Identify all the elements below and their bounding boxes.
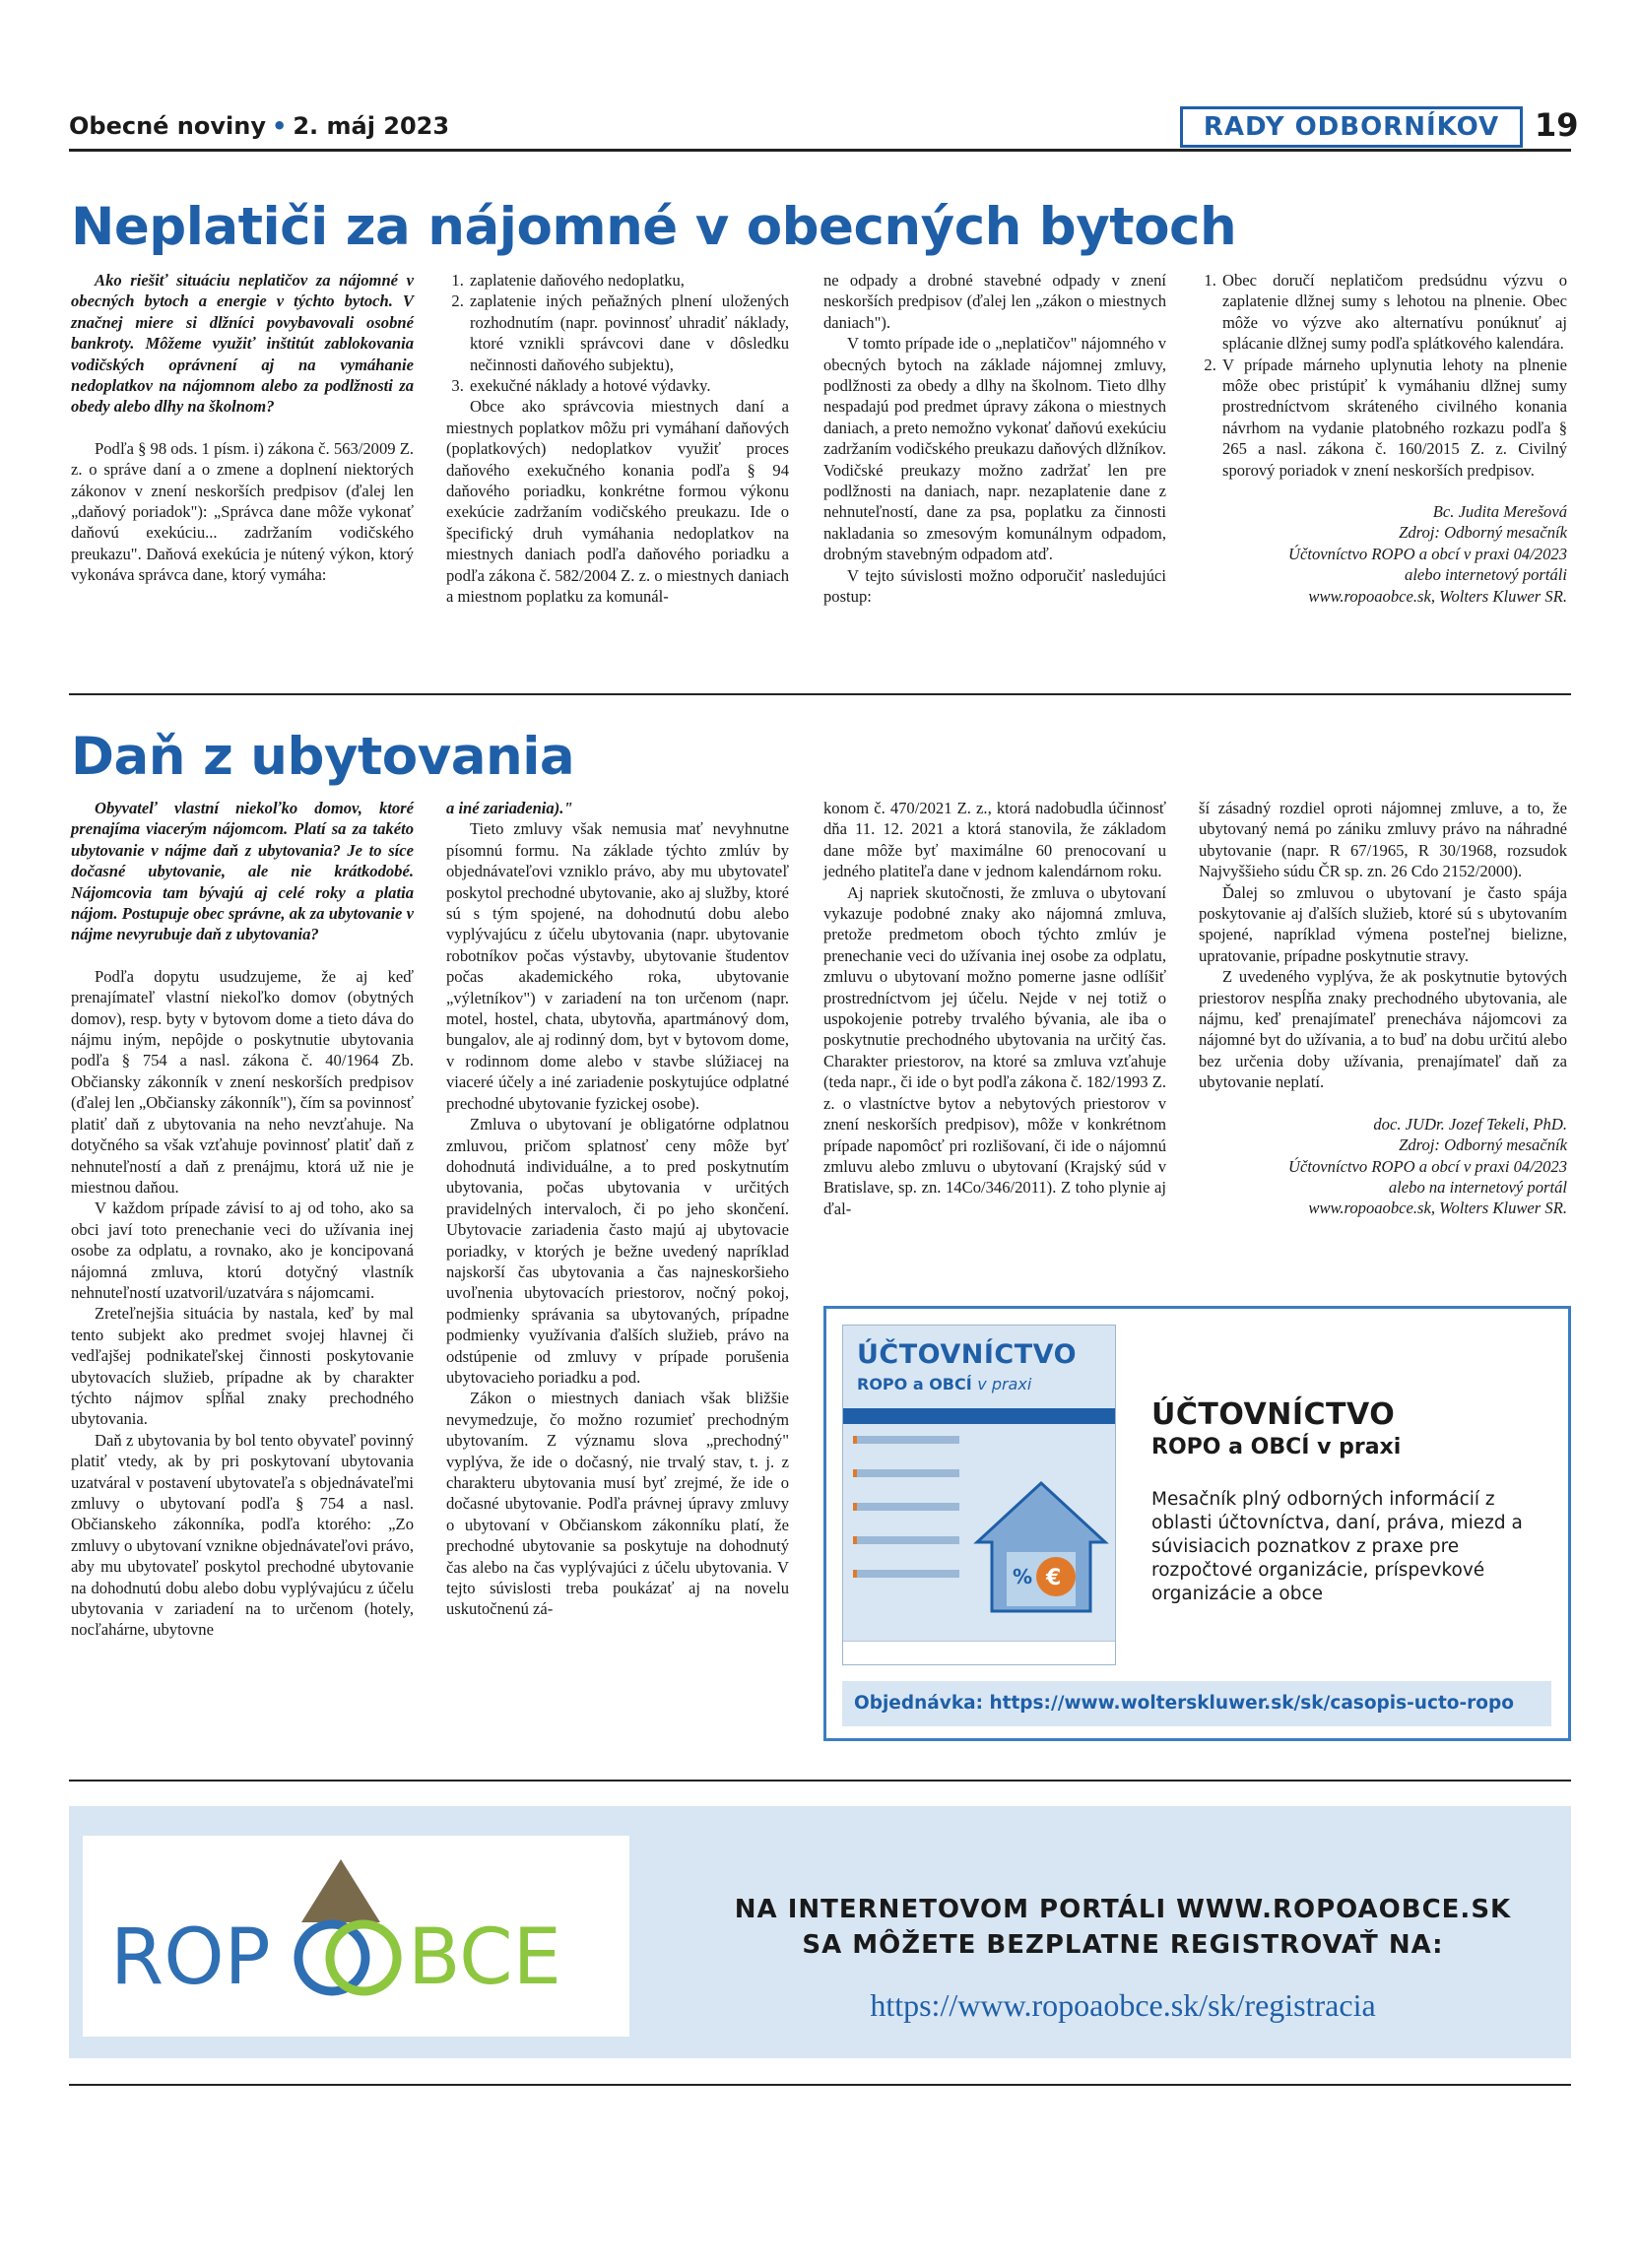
publication-name: Obecné noviny bbox=[69, 112, 266, 140]
source-line: www.ropoaobce.sk, Wolters Kluwer SR. bbox=[1308, 586, 1567, 606]
source-line: Zdroj: Odborný mesačník bbox=[1399, 523, 1567, 543]
list-item: 3. exekučné náklady a hotové výdavky. bbox=[468, 375, 789, 396]
divider bbox=[69, 1780, 1571, 1782]
source-line: Účtovníctvo ROPO a obcí v praxi 04/2023 bbox=[1288, 544, 1567, 563]
article1-paragraph: V tejto súvislosti možno odporučiť nasledujúci postup: bbox=[823, 565, 1166, 607]
publication-date: 2. máj 2023 bbox=[293, 112, 450, 140]
article2-column-2 bbox=[446, 798, 789, 1620]
article1-paragraph: Podľa § 98 ods. 1 písm. i) zákona č. 563/2009 Z. z. o správe daní a o zmene a doplnení niektorých zákonov v znení neskorších predpisov (ďalej len „daňový poriadok"): „Správca dane môže vykonať daňovú exekúciu... zadržaním vodičského preukazu". Daňová exekúcia je nútený výkon, ktorý vykonáva správca dane, ktorý vymáha: bbox=[71, 438, 414, 585]
source-line: alebo internetový portáli bbox=[1405, 565, 1567, 585]
article1-column-3 bbox=[823, 270, 1166, 608]
page-header bbox=[69, 106, 1579, 152]
page-number: 19 bbox=[1535, 106, 1579, 144]
banner-line-1: NA INTERNETOVOM PORTÁLI WWW.ROPOAOBCE.SK bbox=[734, 1895, 1512, 1924]
article1-paragraph: Obce ako správcovia miestnych daní a miestnych poplatkov môžu pri vymáhaní daňových (poplatkových) nedoplatkov využiť proces daňového exekučného konania podľa § 94 daňového poriadku, konkrétne formou výkonu exekúcie zadržaním vodičského preukazu. Ide o špecifický druh vymáhania nedoplatkov na miestnych daniach podľa daňového poriadku a podľa zákona č. 582/2004 Z. z. o miestnych daniach a miestnom poplatku za komunál- bbox=[446, 397, 789, 607]
divider bbox=[69, 693, 1571, 695]
cover-title: ÚČTOVNÍCTVO bbox=[857, 1339, 1078, 1370]
article1-title: Neplatiči za nájomné v obecných bytoch bbox=[71, 197, 1237, 257]
magazine-advert[interactable] bbox=[823, 1306, 1571, 1741]
divider bbox=[69, 2084, 1571, 2086]
cover-contents-list bbox=[853, 1436, 959, 1603]
article2-paragraph: Zmluva o ubytovaní je obligatórne odplatnou zmluvou, pričom splatnosť ceny môže byť dohodnutá individuálne, a to pred poskytnutím ubytovania, počas ubytovania v určitých pravidelných intervaloch, či po jeho skončení. Ubytovacie zariadenia často majú aj ubytovacie poriadky, v ktorých je bežne uvedený napríklad najskorší čas ubytovania a čas najneskoršieho uvoľnenia ubytovacích priestorov, nočný pokoj, podmienky správania sa ubytovaných, prípadne podmienky využívania ďalších služieb, právo na odstúpenie od zmluvy v prípade porušenia ubytovacieho poriadku a pod. bbox=[446, 1115, 789, 1387]
source-line: alebo na internetový portál bbox=[1388, 1177, 1567, 1197]
svg-text:%: % bbox=[1013, 1565, 1033, 1588]
source-line: www.ropoaobce.sk, Wolters Kluwer SR. bbox=[1308, 1199, 1567, 1218]
logo-text-bce: BCE bbox=[408, 1913, 561, 2002]
article2-paragraph: ší zásadný rozdiel oproti nájomnej zmluve, a to, že ubytovaný nemá po zániku zmluvy právo na náhradné ubytovanie (napr. R 67/1965, R 30/1968, rozsudok Najvyššieho súdu ČR sp. zn. 26 Cdo 2152/2000). bbox=[1199, 799, 1567, 881]
article2-paragraph: Aj napriek skutočnosti, že zmluva o ubytovaní vykazuje podobné znaky ako nájomná zmluva, pretože predmetom oboch týchto zmlúv je prenechanie veci do užívania inej osobe za odplatu, zmluvu o ubytovaní možno pomerne jasne odlíšiť prostredníctvom jej účelu. Nejde v nej totiž o uspokojenie potreby trvalého bývania, ale iba o poskytnutie prechodného ubytovania na určitý čas. Charakter priestorov, na ktoré sa zmluva vzťahuje (teda napr., či ide o byt podľa zákona č. 182/1993 Z. z. o vlastníctve bytov a nebytových priestorov v znení neskorších predpisov), môže v konkrétnom prípade napomôcť pri rozlišovaní, či ide o nájomnú zmluvu alebo zmluvu o ubytovaní (Krajský súd v Bratislave, sp. zn. 14Co/346/2011). Z toho plynie aj ďal- bbox=[823, 882, 1166, 1218]
cover-footer bbox=[843, 1641, 1116, 1664]
article2-paragraph: Zákon o miestnych daniach však bližšie nevymedzuje, čo možno rozumieť prechodným ubytovaním. Z významu slova „prechodný" vyplýva, že ide o dočasný, nie trvalý stav, t. j. z charakteru ubytovania musí byť zrejmé, že ide o dočasné ubytovanie. Podľa právnej úpravy zmluvy o ubytovaní v Občianskom zákonníku platí, že prechodné ubytovanie sa poskytuje na dohodnutý čas alebo na čas vyplývajúci z účelu ubytovania. V tejto súvislosti treba poukázať aj na novelu uskutočnenú zá- bbox=[446, 1389, 789, 1619]
house-euro-icon bbox=[967, 1473, 1115, 1631]
article1-paragraph: ne odpady a drobné stavebné odpady v znení neskorších predpisov (ďalej len „zákon o miestnych daniach"). bbox=[823, 271, 1166, 332]
registration-link[interactable]: https://www.ropoaobce.sk/sk/registracia bbox=[870, 1987, 1376, 2023]
article2-paragraph: V každom prípade závisí to aj od toho, ako sa obci javí toto prenechanie veci do užívania inej osobe za odplatu, a rovnako, ako je koncipovaná nájomná zmluva, ktorú dotyčný vlastník nehnuteľností uzatvoril/uzatvára s nájomcami. bbox=[71, 1199, 414, 1302]
article1-list-1 bbox=[446, 270, 789, 396]
ropoaobce-logo bbox=[83, 1836, 629, 2037]
cover-subtitle-em: v praxi bbox=[977, 1375, 1032, 1393]
logo-text-rop: ROP bbox=[110, 1913, 271, 2002]
magazine-cover-image bbox=[842, 1325, 1116, 1665]
article2-paragraph: a iné zariadenia)." bbox=[446, 799, 573, 817]
svg-text:€: € bbox=[1046, 1566, 1062, 1590]
cover-contents-item bbox=[853, 1469, 959, 1477]
article1-paragraph: V tomto prípade ide o „neplatičov" nájomného v obecných bytoch na základe nájomnej zmluvy, podlžnosti za obedy a dlhy na školnom. Tieto dlhy nespadajú pod predmet úpravy zákona o miestnych daniach, a preto nemožno vykonať daňovú exekúciu zadržaním vodičského preukazu daňových dlžníkov. Vodičské preukazy možno zadržať len pre podlžnosti na daniach, napr. nezaplatenie dane z nehnuteľností, dane za psa, poplatku za činnosti nakladania so zmesovým komunálnym odpadom, drobným stavebným odpadom atď. bbox=[823, 334, 1166, 564]
list-item: 1. zaplatenie daňového nedoplatku, bbox=[468, 270, 789, 291]
article1-lead: Ako riešiť situáciu neplatičov za nájomné v obecných bytoch a energie v týchto bytoch. V značnej miere si dlžníci povybavovali osobné bankroty. Môžeme využiť inštitút zablokovania vodičských oprávnení aj na vymáhanie nedoplatkov na nájomnom alebo za podlžnosti za obedy alebo dlhy na školnom? bbox=[71, 271, 414, 417]
cover-contents-item bbox=[853, 1436, 959, 1444]
article2-paragraph: Podľa dopytu usudzujeme, že aj keď prenajímateľ vlastní niekoľko domov (obytných domov), resp. byty v bytovom dome a tieto dáva do nájmu iným, nepôjde o poskytnutie ubytovania podľa § 754 a nasl. zákona č. 40/1964 Zb. Občiansky zákonník v znení neskorších predpisov (ďalej len „Občiansky zákonník"), čím sa povinnosť platiť daň z ubytovania na neho nevzťahuje. Na dotyčného sa však vzťahuje povinnosť platiť daň z nehnuteľností a daň z prenájmu, ktorá už nie je miestnou daňou. bbox=[71, 966, 414, 1197]
article2-column-4 bbox=[1199, 798, 1567, 1219]
section-label: RADY ODBORNÍKOV bbox=[1180, 106, 1523, 148]
source-line: Účtovníctvo ROPO a obcí v praxi 04/2023 bbox=[1288, 1156, 1567, 1176]
article1-column-4 bbox=[1199, 270, 1567, 607]
article1-column-2 bbox=[446, 270, 789, 608]
cover-subtitle-main: ROPO a OBCÍ bbox=[857, 1375, 972, 1393]
ropoaobce-logo-mark bbox=[83, 1836, 629, 2037]
author-name: Bc. Judita Merešová bbox=[1432, 502, 1567, 522]
article2-paragraph: konom č. 470/2021 Z. z., ktorá nadobudla účinnosť dňa 11. 12. 2021 a ktorá stanovila, že základom dane môže byť maximálne 60 prenocovaní u jedného platiteľa dane v jednom kalendárnom roku. bbox=[823, 799, 1166, 881]
bullet-dot: • bbox=[271, 112, 288, 140]
article2-column-3 bbox=[823, 798, 1166, 1219]
banner-line-2: SA MÔŽETE BEZPLATNE REGISTROVAŤ NA: bbox=[802, 1930, 1444, 1960]
cover-contents-item bbox=[853, 1570, 959, 1578]
article2-paragraph: Daň z ubytovania by bol tento obyvateľ povinný platiť vtedy, ak by pri poskytovaní ubytovania uzatváral v postavení ubytovateľa s objednávateľmi zmluvy o ubytovaní podľa § 754 a nasl. Občianskeho zákonníka, podľa ktorého: „Zo zmluvy o ubytovaní vznikne objednávateľovi právo, aby mu ubytovateľ poskytol prechodné ubytovanie na dohodnutú dobu alebo dobu vyplývajúcu z účelu ubytovania v zariadení na to určenom (hotely, nocľahárne, ubytovne bbox=[71, 1430, 414, 1640]
article1-column-1 bbox=[71, 270, 414, 586]
article2-lead: Obyvateľ vlastní niekoľko domov, ktoré prenajíma viacerým nájomcom. Platí sa za takéto ubytovanie v nájme daň z ubytovania? Je to síce dočasné ubytovanie, ale nie krátkodobé. Nájomcovia tam bývajú aj celé roky a platia nájom. Postupuje obec správne, ak za ubytovanie v nájme nevyrubuje daň z ubytovania? bbox=[71, 799, 414, 944]
advert-description: Mesačník plný odborných informácií z oblasti účtovníctva, daní, práva, miezd a súvisiacich poznatkov z praxe pre rozpočtové organizácie, príspevkové organizácie a obce bbox=[1151, 1489, 1523, 1604]
source-line: Zdroj: Odborný mesačník bbox=[1399, 1135, 1567, 1155]
cover-contents-item bbox=[853, 1536, 959, 1544]
article2-paragraph: Ďalej so zmluvou o ubytovaní je často spája poskytovanie aj ďalších služieb, ktoré sú s ubytovaním spojené, napríklad výmena posteľnej bielizne, upratovanie, prípadne poskytnutie stravy. bbox=[1199, 882, 1567, 965]
list-item: 1. Obec doručí neplatičom predsúdnu výzvu o zaplatenie dlžnej sumy s lehotou na plnenie. Obec môže vo výzve ako alternatívu ponúknuť aj splácanie dlžnej sumy podľa splátkového kalendára. bbox=[1220, 270, 1567, 355]
author-name: doc. JUDr. Jozef Tekeli, PhD. bbox=[1373, 1114, 1567, 1134]
list-item: 2. V prípade márneho uplynutia lehoty na plnenie môže obec pristúpiť k vymáhaniu dlžnej sumy prostredníctvom skráteného civilného konania návrhom na vydanie platobného rozkazu podľa § 265 a nasl. zákona č. 160/2015 Z. z. Civilný sporový poriadok v znení neskorších predpisov. bbox=[1220, 355, 1567, 481]
advert-title: ÚČTOVNÍCTVO bbox=[1151, 1397, 1396, 1432]
article2-paragraph: Zreteľnejšia situácia by nastala, keď by mal tento subjekt ako predmet svojej hlavnej či vedľajšej podnikateľskej činnosti poskytovanie ubytovacích služieb, prípadne ak by charakter týchto nájmov spĺňal znaky prechodného ubytovania. bbox=[71, 1304, 414, 1429]
registration-banner bbox=[69, 1806, 1571, 2058]
cover-contents-item bbox=[853, 1503, 959, 1511]
article2-paragraph: Z uvedeného vyplýva, že ak poskytnutie bytových priestorov nespĺňa znaky prechodného ubytovania, ale nájmu, keď prenajímateľ prenecháva nájomcovi za nájomné byt do užívania, a to buď na dobu určitú alebo bez určenia doby užívania, prenajímateľ daň za ubytovanie neplatí. bbox=[1199, 967, 1567, 1092]
order-link[interactable]: Objednávka: https://www.wolterskluwer.sk/sk/casopis-ucto-ropo bbox=[842, 1681, 1551, 1726]
publication-line bbox=[69, 112, 449, 140]
cover-subtitle bbox=[857, 1375, 1031, 1393]
advert-subtitle: ROPO a OBCÍ v praxi bbox=[1151, 1435, 1402, 1459]
article2-paragraph: Tieto zmluvy však nemusia mať nevyhnutne písomnú formu. Na základe týchto zmlúv by objednávateľovi vzniklo právo, aby mu ubytovateľ poskytol prechodné ubytovanie, ako aj služby, ktoré sú s tým spojené, na dohodnutú dobu alebo vyplývajúcu z účelu ubytovania (napr. ubytovanie robotníkov počas výstavby, ubytovanie študentov počas akademického roka, ubytovanie „výletníkov") v zariadení na ton určenom (napr. motel, hostel, chata, ubytovňa, apartmánový dom, bungalov, ale aj rodinný dom, byt v bytovom dome, v rodinnom dome alebo v stavbe slúžiacej na viaceré účely a iné zariadenie poskytujúce odplatné prechodné ubytovanie fyzickej osobe). bbox=[446, 819, 789, 1113]
article2-title: Daň z ubytovania bbox=[71, 727, 575, 787]
article1-list-2 bbox=[1199, 270, 1567, 481]
cover-band bbox=[843, 1408, 1116, 1424]
list-item: 2. zaplatenie iných peňažných plnení uložených rozhodnutím (napr. povinnosť uhradiť náklady, ktoré vznikli správcovi dane v dôsledku nečinnosti daňového subjektu), bbox=[468, 291, 789, 375]
article2-column-1 bbox=[71, 798, 414, 1641]
